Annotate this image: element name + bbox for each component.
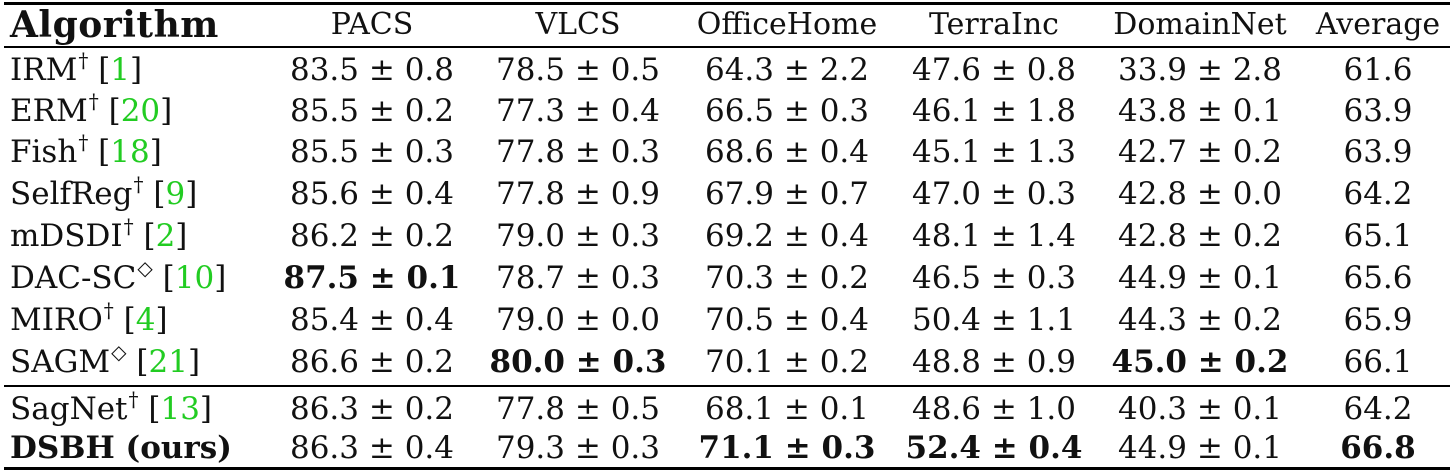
vlcs-cell: 79.0 ± 0.3 [495,218,660,254]
officehome-cell: 67.9 ± 0.7 [704,176,869,212]
method-mark: † [88,89,99,113]
method-cell [10,173,197,215]
terrainc-cell: 50.4 ± 1.1 [911,302,1076,338]
method-name: DAC-SC [10,260,137,296]
domainnet-cell: 45.0 ± 0.2 [1111,344,1289,380]
vlcs-cell: 80.0 ± 0.3 [489,344,667,380]
table-row [4,215,1450,257]
average-cell: 66.1 [1343,344,1413,380]
domainnet-cell: 42.7 ± 0.2 [1117,134,1282,170]
vlcs-cell: 77.8 ± 0.5 [495,391,660,427]
vlcs-cell: 78.5 ± 0.5 [495,52,660,88]
officehome-cell: 68.6 ± 0.4 [704,134,869,170]
terrainc-cell: 46.5 ± 0.3 [911,260,1076,296]
pacs-cell: 85.5 ± 0.2 [289,93,454,129]
method-cell [10,90,172,132]
average-cell: 63.9 [1343,134,1413,170]
terrainc-cell: 47.6 ± 0.8 [911,52,1076,88]
officehome-cell: 70.3 ± 0.2 [704,260,869,296]
method-mark: † [123,214,134,238]
average-cell: 61.6 [1343,52,1413,88]
table-row [4,131,1450,173]
method-name: ERM [10,93,88,129]
method-name: Fish [10,134,78,170]
citation-link[interactable]: [13] [148,391,213,427]
header-pacs: PACS [330,7,414,42]
officehome-cell: 71.1 ± 0.3 [698,430,876,466]
method-cell [10,49,142,91]
terrainc-cell: 45.1 ± 1.3 [911,134,1076,170]
average-cell: 64.2 [1343,176,1413,212]
header-domainnet: DomainNet [1113,7,1287,42]
method-mark: † [78,130,89,154]
method-name: SagNet [10,391,128,427]
domainnet-cell: 44.3 ± 0.2 [1117,302,1282,338]
method-mark: ◇ [111,340,127,364]
method-cell [10,215,187,257]
average-cell: 65.9 [1343,302,1413,338]
average-cell: 65.1 [1343,218,1413,254]
citation-link[interactable]: [4] [123,302,168,338]
citation-link[interactable]: [2] [143,218,188,254]
header-terrainc: TerraInc [929,7,1059,42]
terrainc-cell: 47.0 ± 0.3 [911,176,1076,212]
pacs-cell: 86.3 ± 0.2 [289,391,454,427]
table-row [4,173,1450,215]
pacs-cell: 85.5 ± 0.3 [289,134,454,170]
officehome-cell: 68.1 ± 0.1 [704,391,869,427]
table-row [4,427,1450,469]
terrainc-cell: 48.6 ± 1.0 [911,391,1076,427]
officehome-cell: 70.1 ± 0.2 [704,344,869,380]
method-name: IRM [10,52,78,88]
citation-link[interactable]: [9] [153,176,198,212]
method-cell [10,131,162,173]
average-cell: 63.9 [1343,93,1413,129]
vlcs-cell: 77.3 ± 0.4 [495,93,660,129]
method-name: SelfReg [10,176,133,212]
header-algorithm: Algorithm [10,4,219,46]
header-officehome: OfficeHome [696,7,878,42]
method-name: mDSDI [10,218,123,254]
terrainc-cell: 46.1 ± 1.8 [911,93,1076,129]
vlcs-cell: 79.3 ± 0.3 [495,430,660,466]
table-row [4,257,1450,299]
table-row [4,299,1450,341]
pacs-cell: 85.4 ± 0.4 [289,302,454,338]
header-average: Average [1315,7,1441,42]
method-mark: † [133,172,144,196]
domainnet-cell: 42.8 ± 0.0 [1117,176,1282,212]
domainnet-cell: 33.9 ± 2.8 [1117,52,1282,88]
vlcs-cell: 77.8 ± 0.9 [495,176,660,212]
average-cell: 66.8 [1340,430,1416,466]
pacs-cell: 83.5 ± 0.8 [289,52,454,88]
header-vlcs: VLCS [535,7,621,42]
terrainc-cell: 48.8 ± 0.9 [911,344,1076,380]
officehome-cell: 70.5 ± 0.4 [704,302,869,338]
header-rule [4,46,1450,48]
table-row [4,49,1450,91]
domainnet-cell: 42.8 ± 0.2 [1117,218,1282,254]
method-mark: † [103,298,114,322]
vlcs-cell: 78.7 ± 0.3 [495,260,660,296]
citation-link[interactable]: [20] [108,93,173,129]
method-name: DSBH (ours) [10,430,232,466]
pacs-cell: 86.2 ± 0.2 [289,218,454,254]
method-name: SAGM [10,344,111,380]
pacs-cell: 86.6 ± 0.2 [289,344,454,380]
table-row [4,90,1450,132]
average-cell: 64.2 [1343,391,1413,427]
terrainc-cell: 52.4 ± 0.4 [905,430,1083,466]
officehome-cell: 66.5 ± 0.3 [704,93,869,129]
pacs-cell: 87.5 ± 0.1 [283,260,461,296]
domainnet-cell: 44.9 ± 0.1 [1117,260,1282,296]
citation-link[interactable]: [21] [136,344,201,380]
method-name: MIRO [10,302,103,338]
domainnet-cell: 44.9 ± 0.1 [1117,430,1282,466]
citation-link[interactable]: [18] [98,134,162,170]
method-mark: † [128,387,139,411]
citation-link[interactable]: [10] [162,260,227,296]
table-row [4,341,1450,383]
officehome-cell: 69.2 ± 0.4 [704,218,869,254]
method-cell [10,341,200,383]
average-cell: 65.6 [1343,260,1413,296]
vlcs-cell: 77.8 ± 0.3 [495,134,660,170]
vlcs-cell: 79.0 ± 0.0 [495,302,660,338]
domainnet-cell: 40.3 ± 0.1 [1117,391,1282,427]
table-row [4,388,1450,430]
bottom-rule [4,467,1450,470]
method-mark: † [78,48,89,72]
citation-link[interactable]: [1] [98,52,143,88]
pacs-cell: 86.3 ± 0.4 [289,430,454,466]
header-row [4,4,1450,46]
mid-rule [4,385,1450,387]
method-cell [10,388,212,430]
method-cell [10,299,168,341]
pacs-cell: 85.6 ± 0.4 [289,176,454,212]
domainnet-cell: 43.8 ± 0.1 [1117,93,1282,129]
terrainc-cell: 48.1 ± 1.4 [911,218,1076,254]
method-mark: ◇ [137,256,153,280]
method-cell [10,257,226,299]
officehome-cell: 64.3 ± 2.2 [704,52,869,88]
